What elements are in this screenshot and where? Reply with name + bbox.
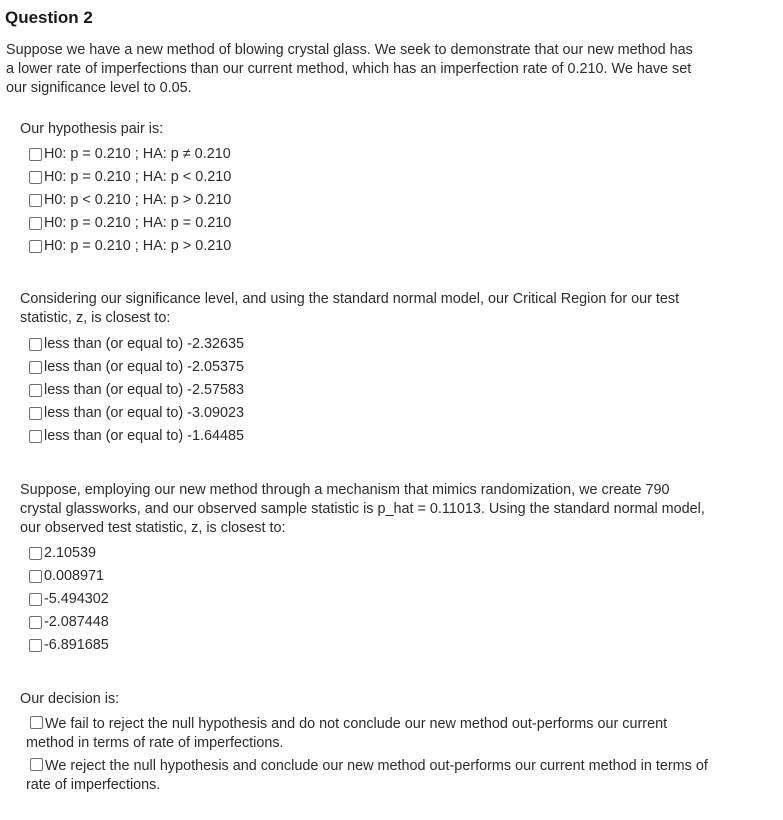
critical-option[interactable]	[29, 336, 244, 359]
option-label: -6.891685	[44, 637, 109, 653]
question-intro: Suppose we have a new method of blowing crystal glass. We seek to demonstrate that our new method has a lower rate of imperfections than our current method, which has an imperfection rate of 0.210. We have set our significance level to 0.05.	[6, 42, 693, 96]
decision-prompt: Our decision is:	[20, 691, 120, 707]
hypothesis-prompt: Our hypothesis pair is:	[20, 121, 164, 137]
question-title: Question 2	[5, 8, 93, 27]
option-label: less than (or equal to) -1.64485	[44, 428, 244, 444]
checkbox[interactable]	[29, 547, 42, 560]
critical-options	[29, 336, 244, 451]
statistic-option[interactable]	[29, 637, 109, 660]
option-label: 2.10539	[44, 545, 97, 561]
decision-option[interactable]	[26, 715, 716, 753]
option-label: 0.008971	[44, 568, 105, 584]
checkbox[interactable]	[29, 407, 42, 420]
option-label: H0: p < 0.210 ; HA: p > 0.210	[44, 192, 232, 208]
critical-option[interactable]	[29, 405, 244, 428]
statistic-option[interactable]	[29, 591, 109, 614]
option-label: less than (or equal to) -2.57583	[44, 382, 244, 398]
checkbox[interactable]	[29, 593, 42, 606]
checkbox[interactable]	[29, 639, 42, 652]
checkbox[interactable]	[29, 384, 42, 397]
decision-options	[26, 715, 716, 795]
option-label: We reject the null hypothesis and conclude our new method out-performs our current method in terms of rate of imperfections.	[26, 758, 708, 793]
checkbox[interactable]	[29, 194, 42, 207]
option-label: H0: p = 0.210 ; HA: p > 0.210	[44, 238, 232, 254]
statistic-prompt: Suppose, employing our new method through a mechanism that mimics randomization, we create 790 crystal glassworks, and our observed sample statistic is p_hat = 0.11013. Using the standard normal model, our observed test statistic, z, is closest to:	[20, 482, 705, 536]
hypothesis-option[interactable]	[29, 215, 231, 238]
checkbox[interactable]	[29, 240, 42, 253]
option-label: less than (or equal to) -2.32635	[44, 336, 244, 352]
option-label: H0: p = 0.210 ; HA: p ≠ 0.210	[44, 146, 231, 162]
checkbox[interactable]	[29, 570, 42, 583]
hypothesis-option[interactable]	[29, 238, 231, 261]
hypothesis-option[interactable]	[29, 169, 231, 192]
option-label: We fail to reject the null hypothesis and do not conclude our new method out-performs our current method in terms of rate of imperfections.	[26, 716, 668, 751]
statistic-option[interactable]	[29, 614, 109, 637]
checkbox[interactable]	[29, 361, 42, 374]
checkbox[interactable]	[29, 430, 42, 443]
critical-option[interactable]	[29, 382, 244, 405]
option-label: H0: p = 0.210 ; HA: p = 0.210	[44, 215, 232, 231]
statistic-options	[29, 545, 109, 660]
checkbox[interactable]	[30, 716, 43, 729]
hypothesis-option[interactable]	[29, 146, 231, 169]
checkbox[interactable]	[29, 171, 42, 184]
statistic-option[interactable]	[29, 545, 109, 568]
decision-option[interactable]	[26, 757, 716, 795]
checkbox[interactable]	[30, 758, 43, 771]
option-label: less than (or equal to) -2.05375	[44, 359, 244, 375]
checkbox[interactable]	[29, 338, 42, 351]
hypothesis-option[interactable]	[29, 192, 231, 215]
option-label: -2.087448	[44, 614, 109, 630]
option-label: H0: p = 0.210 ; HA: p < 0.210	[44, 169, 232, 185]
hypothesis-options	[29, 146, 231, 261]
critical-option[interactable]	[29, 359, 244, 382]
checkbox[interactable]	[29, 148, 42, 161]
option-label: -5.494302	[44, 591, 109, 607]
checkbox[interactable]	[29, 616, 42, 629]
option-label: less than (or equal to) -3.09023	[44, 405, 244, 421]
statistic-option[interactable]	[29, 568, 109, 591]
critical-prompt: Considering our significance level, and using the standard normal model, our Critical Region for our test statistic, z, is closest to:	[20, 291, 680, 326]
checkbox[interactable]	[29, 217, 42, 230]
critical-option[interactable]	[29, 428, 244, 451]
